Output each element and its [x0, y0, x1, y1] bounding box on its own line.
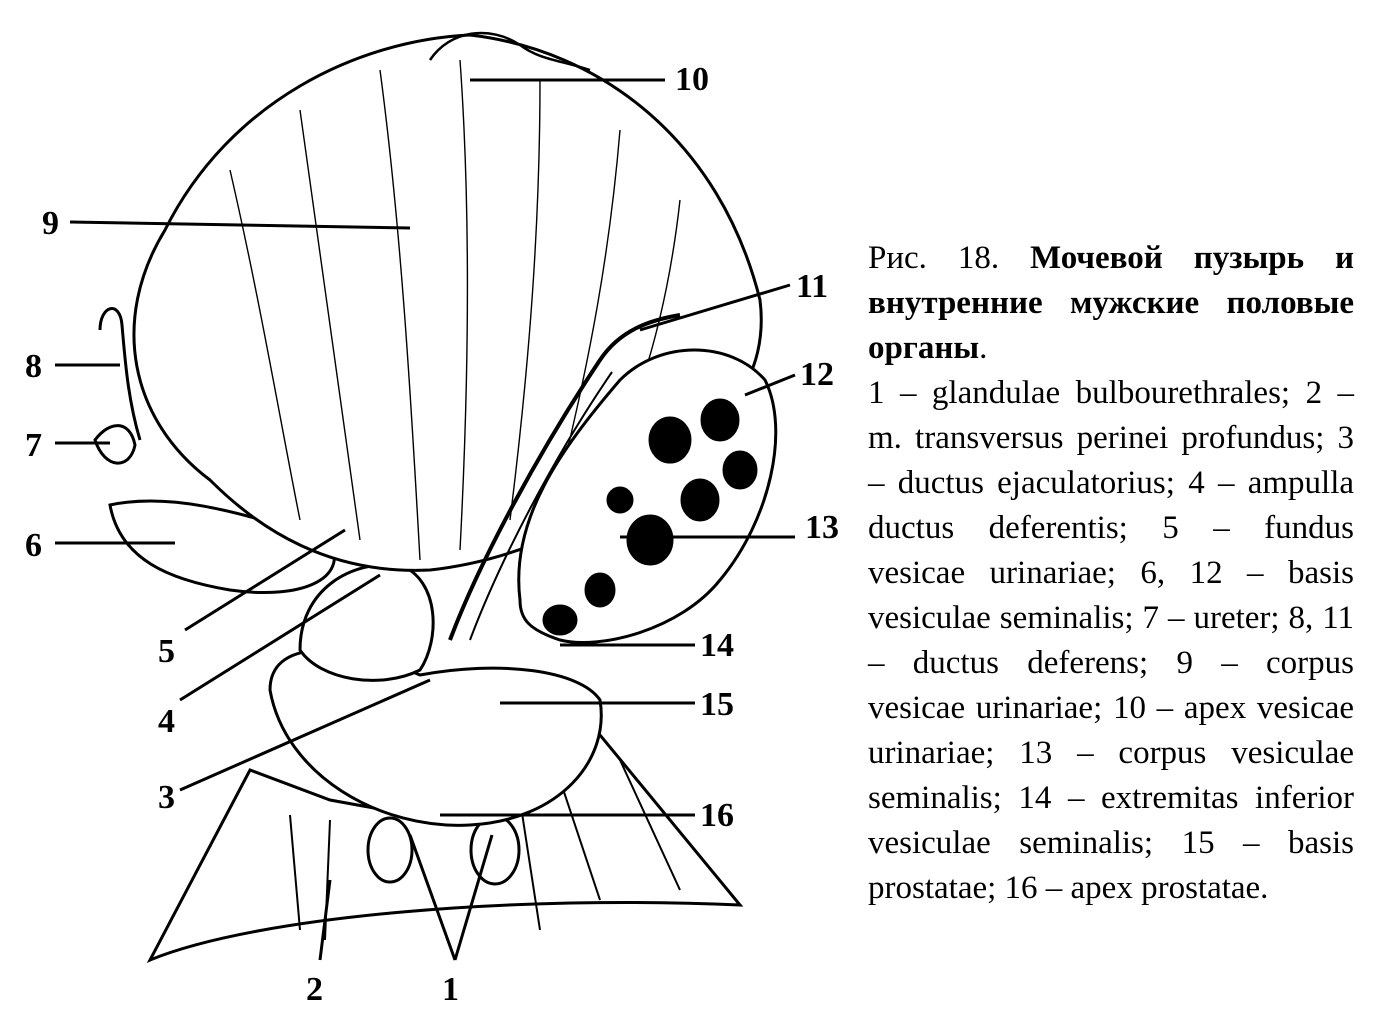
label-5: 5: [158, 633, 175, 670]
label-13: 13: [805, 509, 839, 546]
legend-item: 9 – corpus vesicae urinariae;: [868, 645, 1355, 726]
legend-item: 16 – apex prostatae.: [1004, 870, 1269, 906]
label-12: 12: [800, 356, 834, 393]
legend-item: 15 – basis prostatae;: [868, 825, 1355, 906]
figure-title: Мочевой пузырь и внутренние мужские половые органы: [868, 240, 1354, 366]
caption-legend: [868, 371, 1354, 911]
label-14: 14: [700, 627, 734, 664]
legend-item: 4 – ampulla ductus deferentis;: [868, 465, 1355, 546]
label-16: 16: [700, 797, 734, 834]
caption-heading: [868, 236, 1354, 371]
figure-caption: [868, 236, 1354, 911]
label-10: 10: [675, 61, 709, 98]
legend-item: 3 – ductus ejaculatorius;: [868, 420, 1354, 501]
legend-item: 5 – fundus vesicae urinariae;: [868, 510, 1354, 591]
legend-item: 8, 11 – ductus deferens;: [868, 600, 1355, 681]
legend-item: 1 – glandulae bulbourethrales;: [868, 375, 1291, 411]
drawing: [95, 33, 776, 960]
figure-title-end: .: [979, 330, 988, 366]
label-1: 1: [442, 971, 459, 1008]
label-15: 15: [700, 686, 734, 723]
label-9: 9: [42, 205, 59, 242]
figure-number: Рис. 18.: [868, 240, 1000, 276]
label-2: 2: [306, 971, 323, 1008]
label-7: 7: [25, 427, 42, 464]
label-4: 4: [158, 703, 175, 740]
label-11: 11: [796, 268, 829, 305]
label-8: 8: [25, 348, 42, 385]
legend-item: 7 – ureter;: [1142, 600, 1280, 636]
legend-item: 10 – apex vesicae urinariae;: [868, 690, 1354, 771]
label-3: 3: [158, 779, 175, 816]
legend-item: 14 – extremitas inferior vesiculae seminalis;: [868, 780, 1355, 861]
legend-item: 2 – m. transversus perinei profundus;: [868, 375, 1355, 456]
label-6: 6: [25, 527, 42, 564]
legend-item: 13 – corpus vesiculae seminalis;: [868, 735, 1354, 816]
legend-item: 6, 12 – basis vesiculae seminalis;: [868, 555, 1355, 636]
